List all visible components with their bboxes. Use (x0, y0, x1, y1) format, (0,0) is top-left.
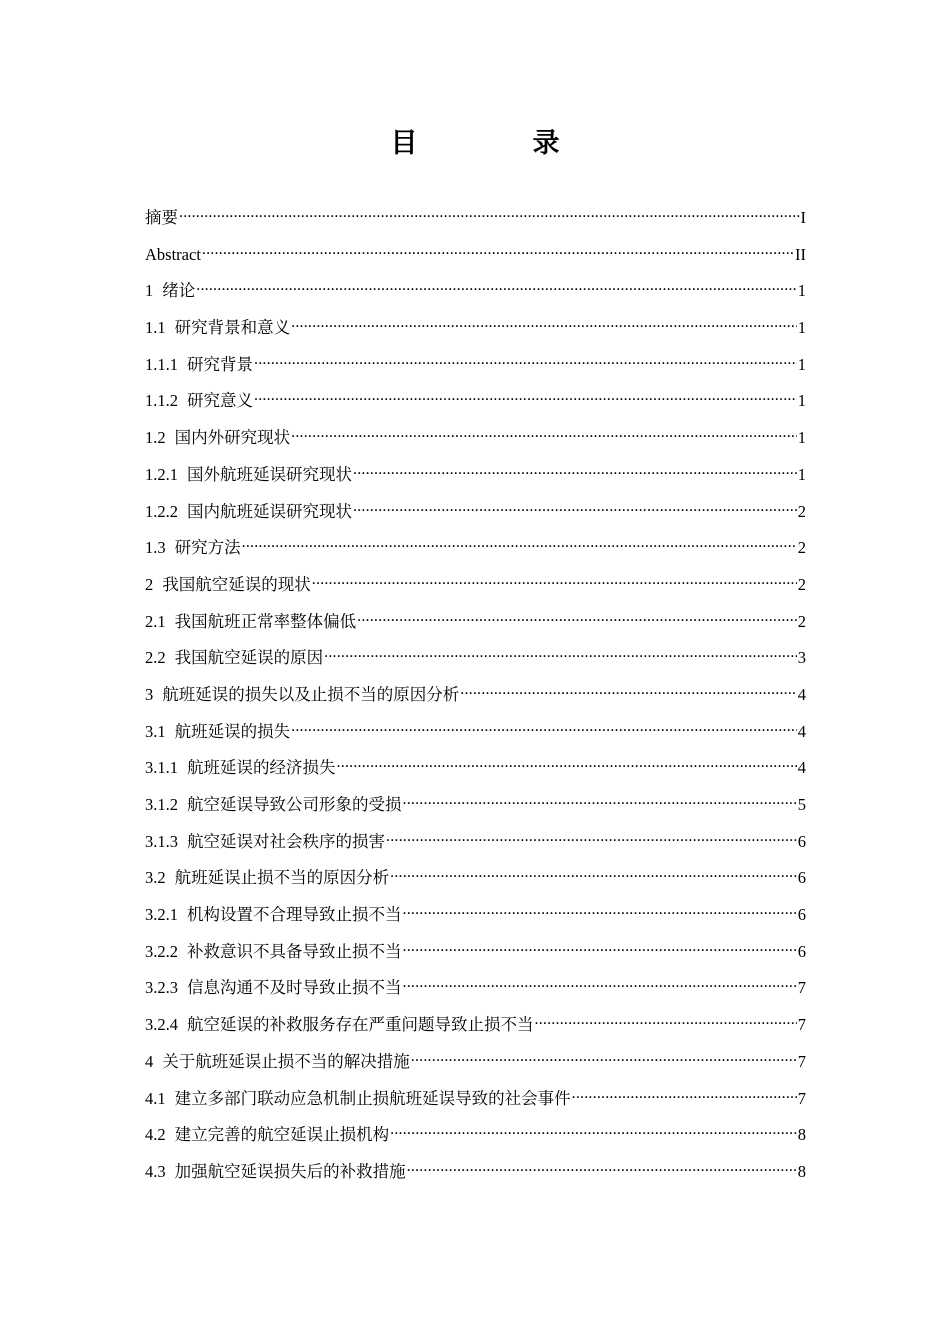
toc-entry[interactable] (145, 567, 806, 604)
toc-entry-label: 绪论 (162, 281, 196, 301)
toc-dot-leader (291, 313, 797, 333)
toc-entry-label: 研究背景 (187, 354, 253, 374)
toc-entry-label: 建立多部门联动应急机制止损航班延误导致的社会事件 (174, 1088, 571, 1108)
toc-entry-page-number: 7 (797, 1015, 806, 1035)
toc-entry[interactable] (145, 1007, 806, 1044)
toc-entry-number: 2 (145, 574, 154, 594)
toc-entry-page-number: 2 (797, 538, 806, 558)
toc-entry-label: 国内外研究现状 (174, 428, 291, 448)
toc-dot-leader (242, 533, 797, 553)
toc-entry-label: 国内航班延误研究现状 (187, 501, 352, 521)
toc-title: 目 录 (390, 128, 604, 159)
toc-entry[interactable] (145, 970, 806, 1007)
toc-dot-leader (390, 1120, 797, 1140)
toc-entry-page-number: 4 (797, 684, 806, 704)
toc-entry-number: 1.1 (145, 318, 166, 338)
toc-dot-leader (324, 643, 797, 663)
toc-entry-page-number: 7 (797, 1051, 806, 1071)
toc-dot-leader (403, 900, 797, 920)
toc-entry[interactable] (145, 897, 806, 934)
toc-entry-page-number: 2 (797, 574, 806, 594)
toc-entry-label: 建立完善的航空延误止损机构 (174, 1125, 390, 1145)
toc-dot-leader (403, 790, 797, 810)
toc-entry-label: 航空延误导致公司形象的受损 (187, 795, 402, 814)
toc-entry[interactable] (145, 457, 806, 494)
toc-entry-number: 4 (145, 1051, 154, 1071)
toc-entry[interactable] (145, 604, 806, 641)
toc-dot-leader (291, 717, 797, 737)
toc-entry-number: 1.2 (145, 428, 166, 448)
toc-list (145, 200, 806, 1191)
toc-entry-number: 1 (145, 281, 154, 301)
toc-entry[interactable] (145, 237, 806, 274)
toc-dot-leader (337, 753, 797, 773)
toc-dot-leader (254, 386, 797, 406)
toc-entry-page-number: 6 (797, 941, 806, 961)
toc-entry-page-number: II (795, 244, 806, 264)
toc-entry-number: 3.1.3 (145, 831, 178, 851)
toc-entry[interactable] (145, 787, 806, 824)
toc-entry-page-number: 1 (797, 281, 806, 301)
toc-entry-page-number: 7 (797, 978, 806, 998)
toc-entry-label: Abstract (145, 244, 201, 264)
toc-entry-label: 机构设置不合理导致止损不当 (187, 905, 402, 925)
toc-entry-page-number: 2 (797, 501, 806, 521)
toc-entry-label: 研究意义 (187, 391, 253, 411)
toc-entry-page-number: I (800, 208, 806, 227)
toc-entry-number: 1.2.1 (145, 464, 178, 484)
toc-entry-page-number: 1 (797, 464, 806, 484)
toc-entry[interactable] (145, 640, 806, 677)
toc-entry-page-number: 8 (797, 1161, 806, 1181)
toc-entry[interactable] (145, 750, 806, 787)
toc-entry-page-number: 7 (797, 1088, 806, 1108)
toc-dot-leader (254, 350, 797, 370)
toc-entry-number: 2.1 (145, 611, 166, 631)
toc-entry[interactable] (145, 273, 806, 310)
toc-entry-label: 研究方法 (174, 538, 241, 558)
toc-entry-page-number: 3 (797, 648, 806, 668)
toc-entry-page-number: 6 (797, 868, 806, 888)
toc-entry-number: 3.2.4 (145, 1015, 178, 1035)
toc-entry[interactable] (145, 824, 806, 861)
toc-entry-label: 研究背景和意义 (174, 318, 291, 338)
toc-entry[interactable] (145, 200, 806, 237)
toc-entry-number: 3 (145, 684, 154, 704)
toc-entry[interactable] (145, 383, 806, 420)
toc-entry-label: 加强航空延误损失后的补救措施 (174, 1161, 406, 1181)
toc-entry-label: 关于航班延误止损不当的解决措施 (162, 1051, 410, 1071)
toc-entry[interactable] (145, 310, 806, 347)
toc-dot-leader (353, 460, 797, 480)
toc-entry-page-number: 1 (797, 318, 806, 338)
toc-dot-leader (202, 240, 794, 260)
toc-entry-label: 航班延误的损失以及止损不当的原因分析 (162, 684, 460, 704)
toc-entry-number: 4.3 (145, 1161, 166, 1181)
toc-entry-label: 信息沟通不及时导致止损不当 (187, 978, 402, 998)
toc-entry-page-number: 6 (797, 831, 806, 851)
toc-entry[interactable] (145, 1117, 806, 1154)
toc-dot-leader (390, 863, 797, 883)
toc-dot-leader (357, 607, 797, 627)
toc-entry[interactable] (145, 347, 806, 384)
toc-dot-leader (386, 827, 797, 847)
toc-entry[interactable] (145, 420, 806, 457)
toc-entry-number: 1.1.2 (145, 391, 178, 411)
toc-dot-leader (407, 1157, 797, 1177)
toc-entry[interactable] (145, 677, 806, 714)
toc-dot-leader (353, 497, 797, 517)
toc-entry-number: 4.1 (145, 1088, 166, 1108)
toc-dot-leader (291, 423, 797, 443)
toc-entry[interactable] (145, 530, 806, 567)
toc-entry-number: 3.1.1 (145, 758, 178, 778)
toc-entry-page-number: 1 (797, 391, 806, 411)
toc-entry-page-number: 2 (797, 611, 806, 631)
toc-entry[interactable] (145, 494, 806, 531)
toc-entry-page-number: 1 (797, 354, 806, 374)
toc-entry-number: 1.1.1 (145, 354, 178, 374)
toc-entry-label: 摘要 (145, 208, 178, 227)
toc-entry[interactable] (145, 860, 806, 897)
toc-entry-page-number: 4 (797, 758, 806, 778)
toc-dot-leader (312, 570, 797, 590)
toc-entry-page-number: 6 (797, 905, 806, 925)
toc-entry-label: 航班延误止损不当的原因分析 (174, 868, 390, 888)
toc-entry-number: 3.2.1 (145, 905, 178, 925)
toc-entry-label: 我国航空延误的现状 (162, 574, 311, 594)
toc-entry[interactable] (145, 1154, 806, 1191)
toc-entry-page-number: 4 (797, 721, 806, 741)
toc-entry-page-number: 1 (797, 428, 806, 448)
toc-entry[interactable] (145, 934, 806, 971)
toc-entry-label: 我国航班正常率整体偏低 (174, 611, 357, 631)
toc-entry-number: 3.2.2 (145, 941, 178, 961)
toc-entry-label: 航空延误的补救服务存在严重问题导致止损不当 (187, 1015, 534, 1035)
toc-entry-page-number: 8 (797, 1125, 806, 1145)
toc-entry-number: 3.2 (145, 868, 166, 888)
toc-entry-number: 1.3 (145, 538, 166, 558)
toc-dot-leader (535, 1010, 797, 1030)
toc-entry-label: 国外航班延误研究现状 (187, 464, 352, 484)
toc-dot-leader (403, 973, 797, 993)
toc-dot-leader (460, 680, 797, 700)
toc-entry-number: 2.2 (145, 648, 166, 668)
toc-entry-number: 3.1.2 (145, 795, 178, 814)
toc-dot-leader (196, 276, 797, 296)
toc-dot-leader (179, 203, 800, 223)
toc-entry-number: 1.2.2 (145, 501, 178, 521)
toc-entry[interactable] (145, 714, 806, 751)
toc-dot-leader (572, 1084, 797, 1104)
toc-entry[interactable] (145, 1044, 806, 1081)
toc-entry-number: 4.2 (145, 1125, 166, 1145)
toc-entry-label: 补救意识不具备导致止损不当 (187, 941, 402, 961)
toc-entry-label: 航班延误的损失 (174, 721, 291, 741)
toc-entry-label: 我国航空延误的原因 (174, 648, 324, 668)
toc-dot-leader (411, 1047, 797, 1067)
toc-entry-number: 3.2.3 (145, 978, 178, 998)
toc-entry[interactable] (145, 1081, 806, 1118)
toc-entry-label: 航班延误的经济损失 (187, 758, 336, 778)
toc-dot-leader (403, 937, 797, 957)
toc-entry-label: 航空延误对社会秩序的损害 (187, 831, 385, 851)
toc-entry-page-number: 5 (797, 795, 806, 814)
toc-entry-number: 3.1 (145, 721, 166, 741)
